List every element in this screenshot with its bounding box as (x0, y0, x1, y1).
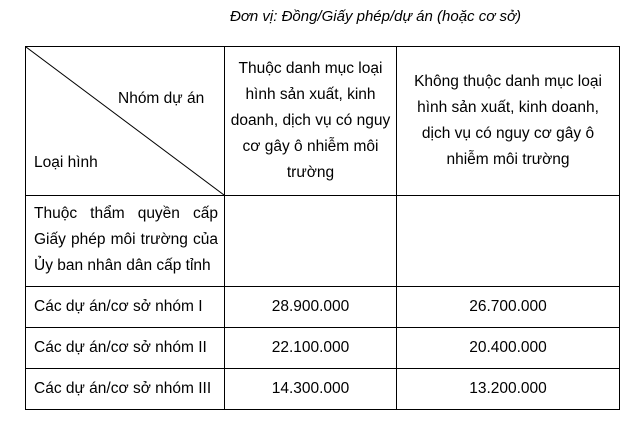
row-label: Các dự án/cơ sở nhóm I (26, 287, 225, 328)
row-label: Các dự án/cơ sở nhóm III (26, 369, 225, 410)
empty-cell (397, 196, 620, 287)
section-label: Thuộc thẩm quyền cấp Giấy phép môi trường của Ủy ban nhân dân cấp tỉnh (34, 205, 218, 274)
fee-table (25, 46, 620, 410)
row-label: Các dự án/cơ sở nhóm II (26, 328, 225, 369)
fee-non-polluting: 13.200.000 (397, 369, 620, 410)
project-group-label: Nhóm dự án (118, 90, 205, 107)
fee-polluting: 28.900.000 (225, 287, 397, 328)
section-row (26, 196, 620, 287)
table-row (26, 287, 620, 328)
type-label: Loại hình (34, 154, 98, 171)
section-label-cell (26, 196, 225, 287)
diagonal-header-cell (26, 47, 225, 196)
fee-non-polluting: 20.400.000 (397, 328, 620, 369)
table-row (26, 369, 620, 410)
table-row (26, 328, 620, 369)
fee-polluting: 22.100.000 (225, 328, 397, 369)
header-row (26, 47, 620, 196)
unit-note: Đơn vị: Đồng/Giấy phép/dự án (hoặc cơ sở) (230, 8, 522, 25)
col-polluting-header: Thuộc danh mục loại hình sản xuất, kinh doanh, dịch vụ có nguy cơ gây ô nhiễm môi trường (225, 47, 397, 196)
col-non-polluting-header: Không thuộc danh mục loại hình sản xuất, kinh doanh, dịch vụ có nguy cơ gây ô nhiễm môi trường (397, 47, 620, 196)
fee-non-polluting: 26.700.000 (397, 287, 620, 328)
fee-polluting: 14.300.000 (225, 369, 397, 410)
empty-cell (225, 196, 397, 287)
